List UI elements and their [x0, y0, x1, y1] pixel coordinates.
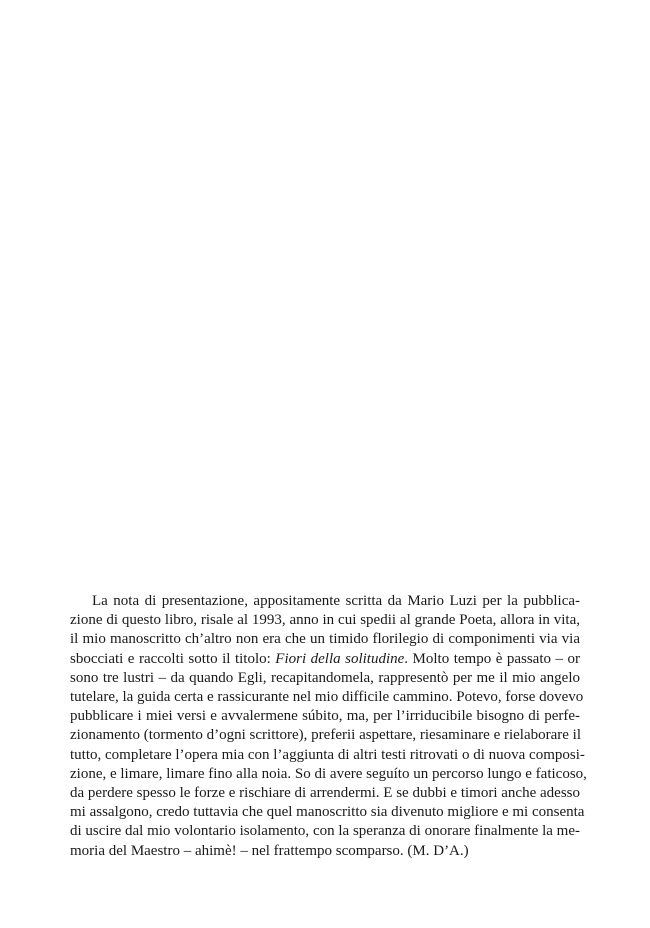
text-line: pubblicare i miei versi e avvalermene súbito, ma, per l’irriducibile bisogno di perfe- — [70, 708, 580, 725]
line-segment: . Molto tempo è passato – or — [404, 650, 580, 667]
text-line: zione, e limare, limare fino alla noia. So di avere seguíto un percorso lungo e faticoso, — [70, 765, 587, 782]
text-line: sono tre lustri – da quando Egli, recapitandomela, rappresentò per me il mio angelo — [70, 669, 580, 686]
presentation-note-paragraph — [70, 592, 587, 861]
text-line: tutelare, la guida certa e rassicurante nel mio difficile cammino. Potevo, forse dovevo — [70, 689, 584, 706]
text-line: mi assalgono, credo tuttavia che quel manoscritto sia divenuto migliore e mi consenta — [70, 804, 585, 821]
line-segment: sbocciati e raccolti sotto il titolo: — [70, 650, 276, 667]
text-line: da perdere spesso le forze e rischiare di arrendermi. E se dubbi e timori anche adesso — [70, 785, 580, 802]
book-title: Fiori della solitudine — [275, 650, 405, 667]
text-line: tutto, completare l’opera mia con l’aggiunta di altri testi ritrovati o di nuova composi- — [70, 746, 585, 763]
text-line: il mio manoscritto ch’altro non era che un timido florilegio di componimenti via via — [70, 631, 580, 648]
text-line: La nota di presentazione, appositamente scritta da Mario Luzi per la pubblica- — [92, 593, 580, 609]
text-line — [70, 650, 580, 669]
text-line: zione di questo libro, risale al 1993, anno in cui spedii al grande Poeta, allora in vita, — [70, 612, 580, 629]
text-line: zionamento (tormento d’ogni scrittore), preferii aspettare, riesaminare e rielaborare il — [70, 727, 582, 744]
text-line: moria del Maestro – ahimè! – nel frattempo scomparso. (M. D’A.) — [70, 842, 469, 859]
text-line: di uscire dal mio volontario isolamento, con la speranza di onorare finalmente la me- — [70, 823, 580, 840]
